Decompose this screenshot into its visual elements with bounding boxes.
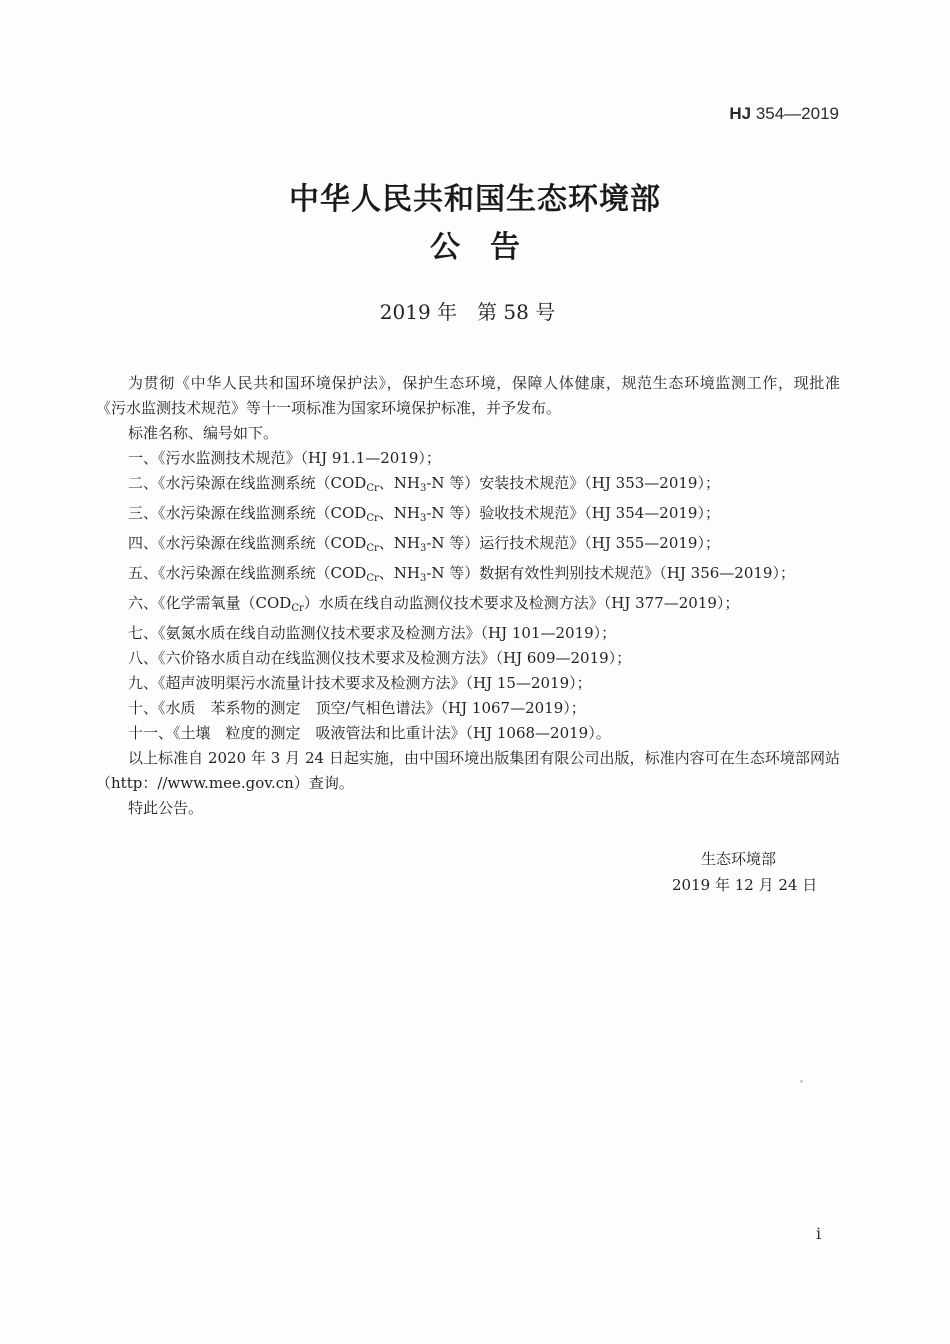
closing-remark: 特此公告。 xyxy=(128,799,204,817)
notice-title: 公告 xyxy=(430,230,550,265)
standard-item-4: 四、《水污染源在线监测系统（$COD_{Cr}$、$NH_3-N$ 等）运行技术规范》（HJ 355—2019）； xyxy=(128,534,720,554)
standard-item-3: 三、《水污染源在线监测系统（$COD_{Cr}$、$NH_3-N$ 等）验收技术规范》（HJ 354—2019）； xyxy=(128,504,720,524)
implementation-paragraph: 以上标准自 2020 年 3 月 24 日起实施，由中国环境出版集团有限公司出版，标准内容可在生态环境部网站（http：//www.mee.gov.cn）查询。 xyxy=(96,749,840,792)
standard-item-6: 六、《化学需氧量$(COD_{Cr})$水质在线自动监测仪技术要求及检测方法》（HJ 377—2019）； xyxy=(128,594,740,614)
standard-prefix: HJ xyxy=(729,104,752,123)
standard-number: 354—2019 xyxy=(755,104,839,123)
standard-item-11: 十一、《土壤 粒度的测定 吸液管法和比重计法》（HJ 1068—2019）。 xyxy=(128,724,611,742)
standard-item-1: 一、《污水监测技术规范》（HJ 91.1—2019）； xyxy=(128,449,441,467)
issuing-organization-title: 中华人民共和国生态环境部 xyxy=(289,182,661,217)
standard-code xyxy=(729,104,839,124)
issue-serial: 第 58 号 xyxy=(477,300,556,324)
signature-organization: 生态环境部 xyxy=(701,850,777,868)
standard-item-7: 七、《氨氮水质在线自动监测仪技术要求及检测方法》（HJ 101—2019）； xyxy=(128,624,617,642)
scan-speck xyxy=(800,1080,803,1083)
standard-item-8: 八、《六价铬水质自动在线监测仪技术要求及检测方法》（HJ 609—2019）； xyxy=(128,649,632,667)
list-heading: 标准名称、编号如下。 xyxy=(128,424,279,442)
standard-item-9: 九、《超声波明渠污水流量计技术要求及检测方法》（HJ 15—2019）； xyxy=(128,674,592,692)
standard-item-5: 五、《水污染源在线监测系统（$COD_{Cr}$、$NH_3-N$ 等）数据有效性判别技术规范》（HJ 356—2019）； xyxy=(128,564,795,584)
page-number: i xyxy=(816,1224,822,1243)
standard-item-10: 十、《水质 苯系物的测定 顶空/气相色谱法》（HJ 1067—2019）； xyxy=(128,699,586,717)
intro-paragraph: 为贯彻《中华人民共和国环境保护法》，保护生态环境，保障人体健康，规范生态环境监测工作，现批准《污水监测技术规范》等十一项标准为国家环境保护标准，并予发布。 xyxy=(96,374,840,417)
signature-date: 2019 年 12 月 24 日 xyxy=(672,876,818,894)
issue-number xyxy=(0,296,935,325)
standard-item-2: 二、《水污染源在线监测系统（$COD_{Cr}$、$NH_3-N$ 等）安装技术规范》（HJ 353—2019）； xyxy=(128,474,720,494)
issue-year: 2019 年 xyxy=(379,300,458,324)
announcement-body xyxy=(96,371,840,821)
